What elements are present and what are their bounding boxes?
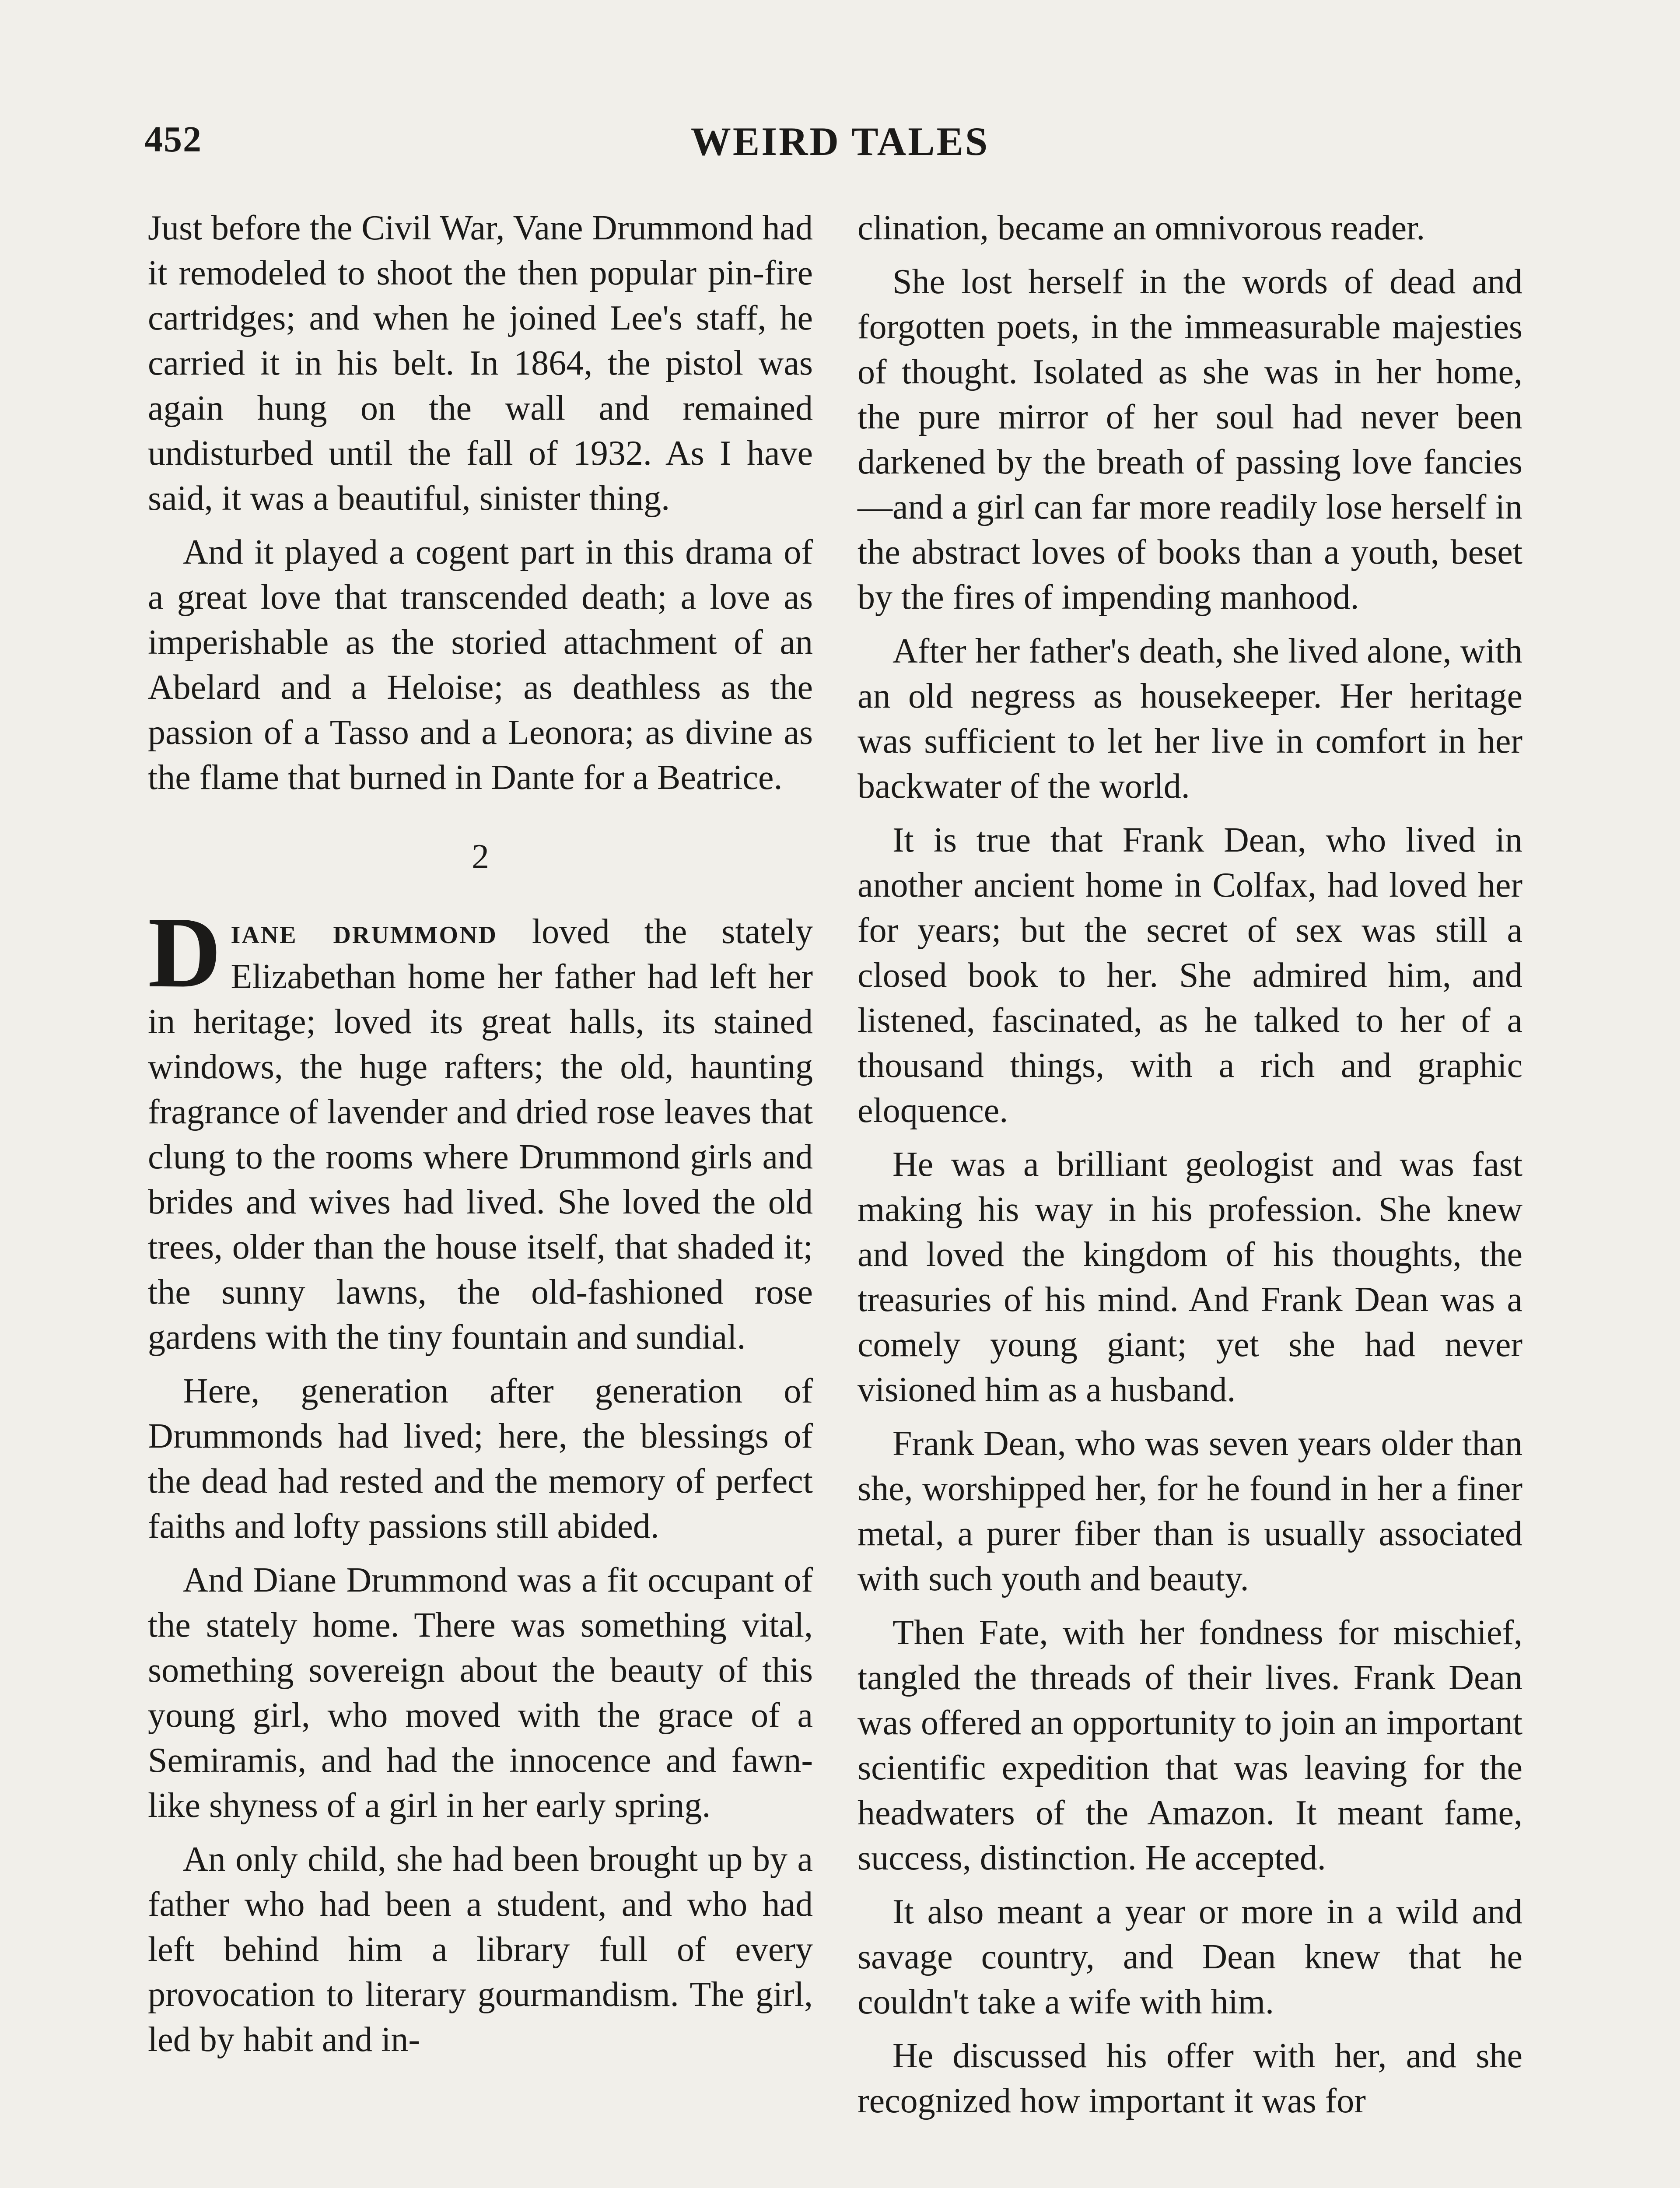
lead-in-small-caps: iane drummond — [231, 912, 497, 951]
paragraph: Then Fate, with her fondness for mischief, tangled the threads of their lives. Frank Dean was offered an opportunity to join an important scientific expedition that was leaving for the headwaters of the Amazon. It meant fame, success, distinction. He accepted. — [858, 1613, 1522, 1877]
section-number: 2 — [472, 838, 489, 876]
right-column — [858, 206, 1522, 2124]
paragraph: Here, generation after generation of Drummonds had lived; here, the blessings of the dead had rested and the memory of perfect faiths and lofty passions still abided. — [148, 1372, 813, 1546]
paragraph: She lost herself in the words of dead and forgotten poets, in the immeasurable majesties of thought. Isolated as she was in her home, the pure mirror of her soul had never been darkened by the breath of passing love fancies—and a girl can far more readily lose herself in the abstract loves of books than a youth, beset by the fires of impending manhood. — [858, 263, 1522, 617]
paragraph: It is true that Frank Dean, who lived in another ancient home in Colfax, had loved her for years; but the secret of sex was still a closed book to her. She admired him, and listened, fascinated, as he talked to her of a thousand things, with a rich and graphic eloquence. — [858, 821, 1522, 1130]
paragraph: And Diane Drummond was a fit occupant of the stately home. There was something vital, something sovereign about the beauty of this young girl, who moved with the grace of a Semiramis, and had the innocence and fawn-like shyness of a girl in her early spring. — [148, 1561, 813, 1825]
paragraph: Just before the Civil War, Vane Drummond had it remodeled to shoot the then popular pin-fire cartridges; and when he joined Lee's staff, he carried it in his belt. In 1864, the pistol was again hung on the wall and remained undisturbed until the fall of 1932. As I have said, it was a beautiful, sinister thing. — [148, 209, 813, 518]
paragraph-text: loved the stately Elizabethan home her father had left her in heritage; loved its great halls, its stained windows, the huge rafters; the old, haunting fragrance of lavender and dried rose leaves that clung to the rooms where Drummond girls and brides and wives had lived. She loved the old trees, older than the house itself, that shaded it; the sunny lawns, the old-fashioned rose gardens with the tiny fountain and sundial. — [148, 912, 813, 1357]
paragraph: Frank Dean, who was seven years older than she, worshipped her, for he found in her a finer metal, a purer fiber than is usually associated with such youth and beauty. — [858, 1424, 1522, 1598]
drop-cap: D — [148, 896, 221, 1009]
left-column — [148, 206, 813, 2062]
paragraph: He was a brilliant geologist and was fast making his way in his profession. She knew and loved the kingdom of his thoughts, the treasuries of his mind. And Frank Dean was a comely young giant; yet she had never visioned him as a husband. — [858, 1145, 1522, 1409]
chapter-opening-paragraph — [148, 896, 813, 1360]
paragraph: After her father's death, she lived alone, with an old negress as housekeeper. Her heritage was sufficient to let her live in comfort in her backwater of the world. — [858, 632, 1522, 806]
paragraph: An only child, she had been brought up by a father who had been a student, and who had left behind him a library full of every provocation to literary gourmandism. The girl, led by habit and in- — [148, 1840, 813, 2059]
paragraph: And it played a cogent part in this drama of a great love that transcended death; a love as imperishable as the storied attachment of an Abelard and a Heloise; as deathless as the passion of a Tasso and a Leonora; as divine as the flame that burned in Dante for a Beatrice. — [148, 533, 813, 797]
running-head: WEIRD TALES — [690, 119, 990, 164]
paragraph: It also meant a year or more in a wild and savage country, and Dean knew that he couldn't take a wife with him. — [858, 1893, 1522, 2021]
page-number: 452 — [144, 119, 202, 160]
paragraph: He discussed his offer with her, and she recognized how important it was for — [858, 2037, 1522, 2120]
paragraph: clination, became an omnivorous reader. — [858, 209, 1425, 247]
